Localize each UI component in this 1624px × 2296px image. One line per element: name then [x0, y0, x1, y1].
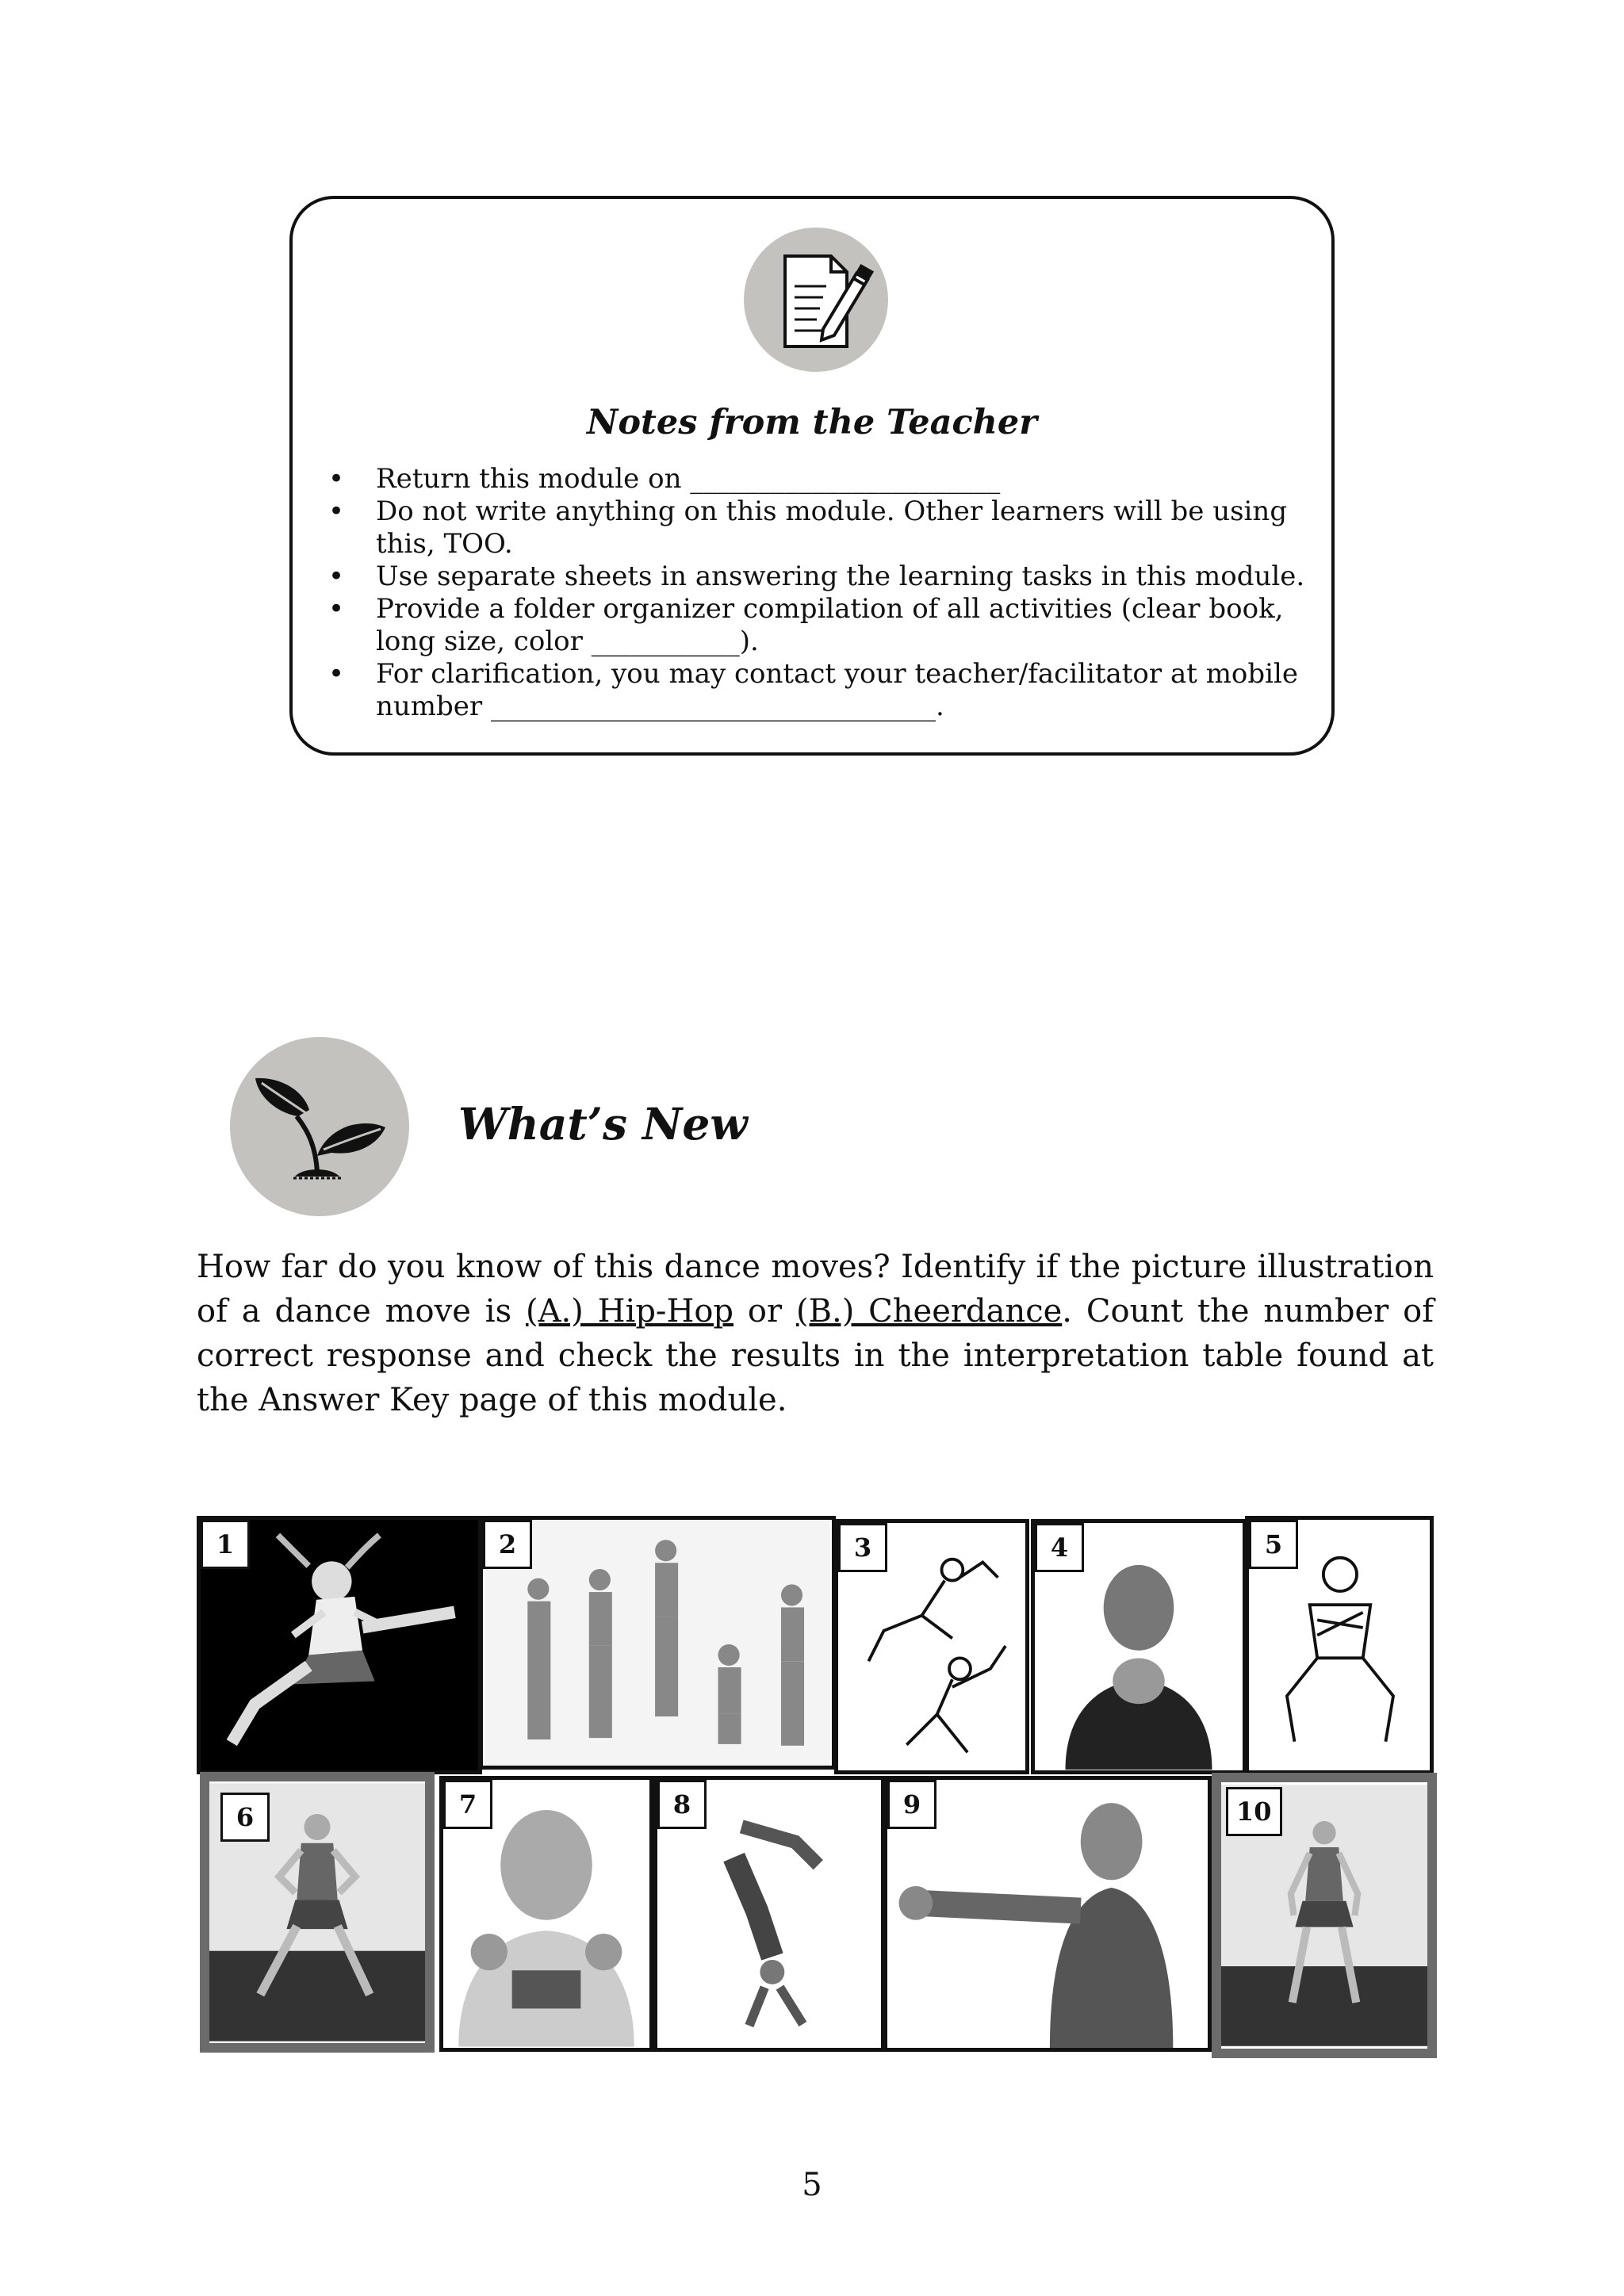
picture-number: 9 [887, 1780, 936, 1829]
instructions-text: . Count the number of correct response and check the results in the interpretation table found at the Answer Key page of this module. [197, 1293, 1434, 1418]
picture-8 [653, 1776, 885, 2052]
hip-hop-group-photo [483, 1520, 832, 1766]
picture-number: 7 [443, 1780, 492, 1829]
picture-7 [439, 1776, 653, 2052]
notes-item: • For clarification, you may contact your teacher/facilitator at mobile number _________________________________. [325, 658, 1316, 723]
page-number: 5 [802, 2167, 822, 2203]
picture-number: 8 [657, 1780, 707, 1829]
notes-item: • Do not write anything on this module. Other learners will be using this, TOO. [325, 496, 1316, 561]
document-pencil-icon [744, 228, 888, 372]
instructions-text: How far do you know of this dance moves? Identify if the picture illustration of a dance move is [197, 1249, 1434, 1330]
picture-number: 3 [838, 1523, 887, 1572]
picture-10 [1212, 1773, 1437, 2058]
picture-3 [834, 1519, 1029, 1774]
notes-item: • Return this module on _______________________ [325, 463, 1316, 496]
option-b: (B.) Cheerdance [795, 1293, 1063, 1330]
picture-number: 2 [483, 1520, 532, 1569]
option-a: (A.) Hip-Hop [525, 1293, 734, 1330]
picture-number: 4 [1035, 1523, 1084, 1572]
picture-4 [1031, 1519, 1247, 1774]
notes-item: • Use separate sheets in answering the learning tasks in this module. [325, 561, 1316, 593]
picture-number: 10 [1226, 1787, 1282, 1836]
picture-number: 1 [201, 1520, 250, 1569]
notes-title: Notes from the Teacher [587, 403, 1037, 442]
notes-list [325, 463, 1316, 723]
picture-number: 5 [1249, 1520, 1298, 1569]
section-title: What’s New [458, 1098, 748, 1150]
picture-1 [197, 1516, 482, 1774]
instructions-paragraph [197, 1245, 1434, 1422]
instructions-text: or [733, 1293, 796, 1330]
notes-item: • Provide a folder organizer compilation of all activities (clear book, long size, color ___________). [325, 593, 1316, 658]
picture-number: 6 [220, 1793, 270, 1842]
sprout-icon [230, 1037, 409, 1216]
picture-9 [883, 1776, 1212, 2052]
picture-6 [200, 1772, 435, 2053]
picture-5 [1245, 1516, 1434, 1774]
picture-2 [479, 1516, 836, 1770]
